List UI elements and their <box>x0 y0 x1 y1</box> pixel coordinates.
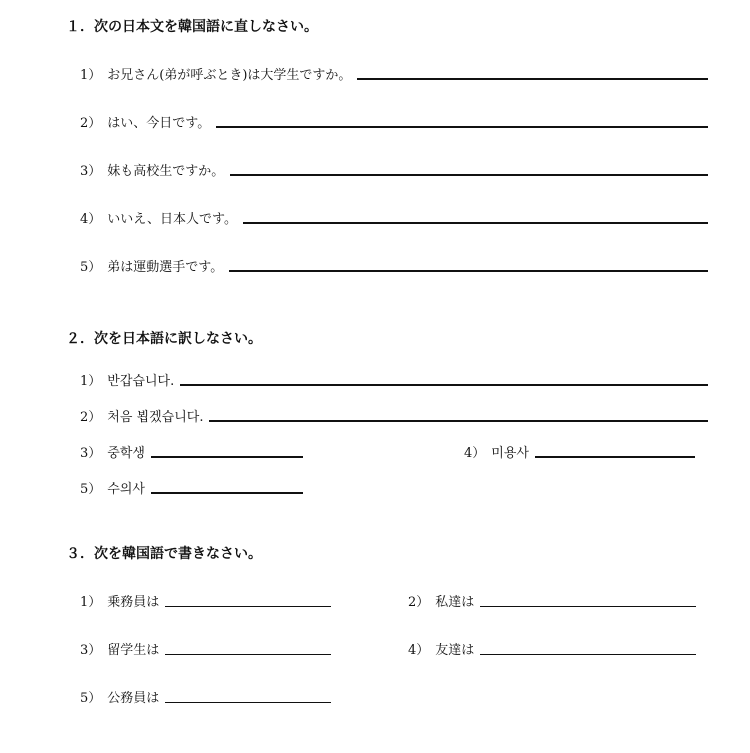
item-number: 4） <box>464 446 486 461</box>
answer-line[interactable] <box>216 125 708 128</box>
item-number: 1） <box>80 68 102 83</box>
answer-line[interactable] <box>180 383 708 386</box>
item-number: 4） <box>80 212 102 227</box>
answer-line[interactable] <box>151 491 303 494</box>
section-2-title: ２．次を日本語に訳しなさい。 <box>66 331 262 347</box>
item-prompt: 미용사 <box>491 446 529 461</box>
item-number: 5） <box>80 260 102 275</box>
item-number: 5） <box>80 691 102 706</box>
answer-line[interactable] <box>165 605 331 607</box>
item-prompt: いいえ、日本人です。 <box>107 212 238 227</box>
s2-item-4 <box>464 442 695 461</box>
answer-line[interactable] <box>243 221 708 224</box>
item-number: 3） <box>80 446 102 461</box>
item-number: 4） <box>408 643 430 658</box>
item-prompt: 처음 뵙겠습니다. <box>107 410 204 425</box>
item-prompt: 乗務員は <box>107 595 160 610</box>
s3-item-1 <box>80 591 331 610</box>
item-prompt: 수의사 <box>107 482 145 497</box>
section-1-title: １．次の日本文を韓国語に直しなさい。 <box>66 19 318 35</box>
s1-item-5 <box>80 256 708 275</box>
answer-line[interactable] <box>480 605 696 607</box>
answer-line[interactable] <box>480 653 696 655</box>
s3-item-3 <box>80 639 331 658</box>
item-number: 1） <box>80 595 102 610</box>
item-number: 3） <box>80 643 102 658</box>
item-number: 1） <box>80 374 102 389</box>
item-prompt: 중학생 <box>107 446 145 461</box>
answer-line[interactable] <box>535 455 695 458</box>
item-prompt: 友達は <box>435 643 475 658</box>
item-prompt: 留学生は <box>107 643 160 658</box>
s2-item-2 <box>80 406 708 425</box>
item-prompt: はい、今日です。 <box>107 116 211 131</box>
answer-line[interactable] <box>209 419 708 422</box>
s3-item-2 <box>408 591 696 610</box>
answer-line[interactable] <box>357 77 708 80</box>
item-prompt: 弟は運動選手です。 <box>107 260 224 275</box>
s1-item-4 <box>80 208 708 227</box>
answer-line[interactable] <box>151 455 303 458</box>
s3-item-4 <box>408 639 696 658</box>
item-prompt: 公務員は <box>107 691 160 706</box>
item-prompt: 妹も高校生ですか。 <box>107 164 225 179</box>
s2-item-1 <box>80 370 708 389</box>
answer-line[interactable] <box>165 701 331 703</box>
item-number: 5） <box>80 482 102 497</box>
s1-item-3 <box>80 160 708 179</box>
item-number: 2） <box>80 410 102 425</box>
item-number: 3） <box>80 164 102 179</box>
answer-line[interactable] <box>230 173 708 176</box>
answer-line[interactable] <box>165 653 331 655</box>
s2-item-3 <box>80 442 303 461</box>
item-number: 2） <box>408 595 430 610</box>
item-prompt: お兄さん(弟が呼ぶとき)は大学生ですか。 <box>107 68 352 83</box>
item-prompt: 반갑습니다. <box>107 374 175 389</box>
item-prompt: 私達は <box>435 595 475 610</box>
s1-item-2 <box>80 112 708 131</box>
answer-line[interactable] <box>229 269 708 272</box>
s3-item-5 <box>80 687 331 706</box>
item-number: 2） <box>80 116 102 131</box>
section-3-title: ３．次を韓国語で書きなさい。 <box>66 546 262 562</box>
s2-item-5 <box>80 478 303 497</box>
s1-item-1 <box>80 64 708 83</box>
